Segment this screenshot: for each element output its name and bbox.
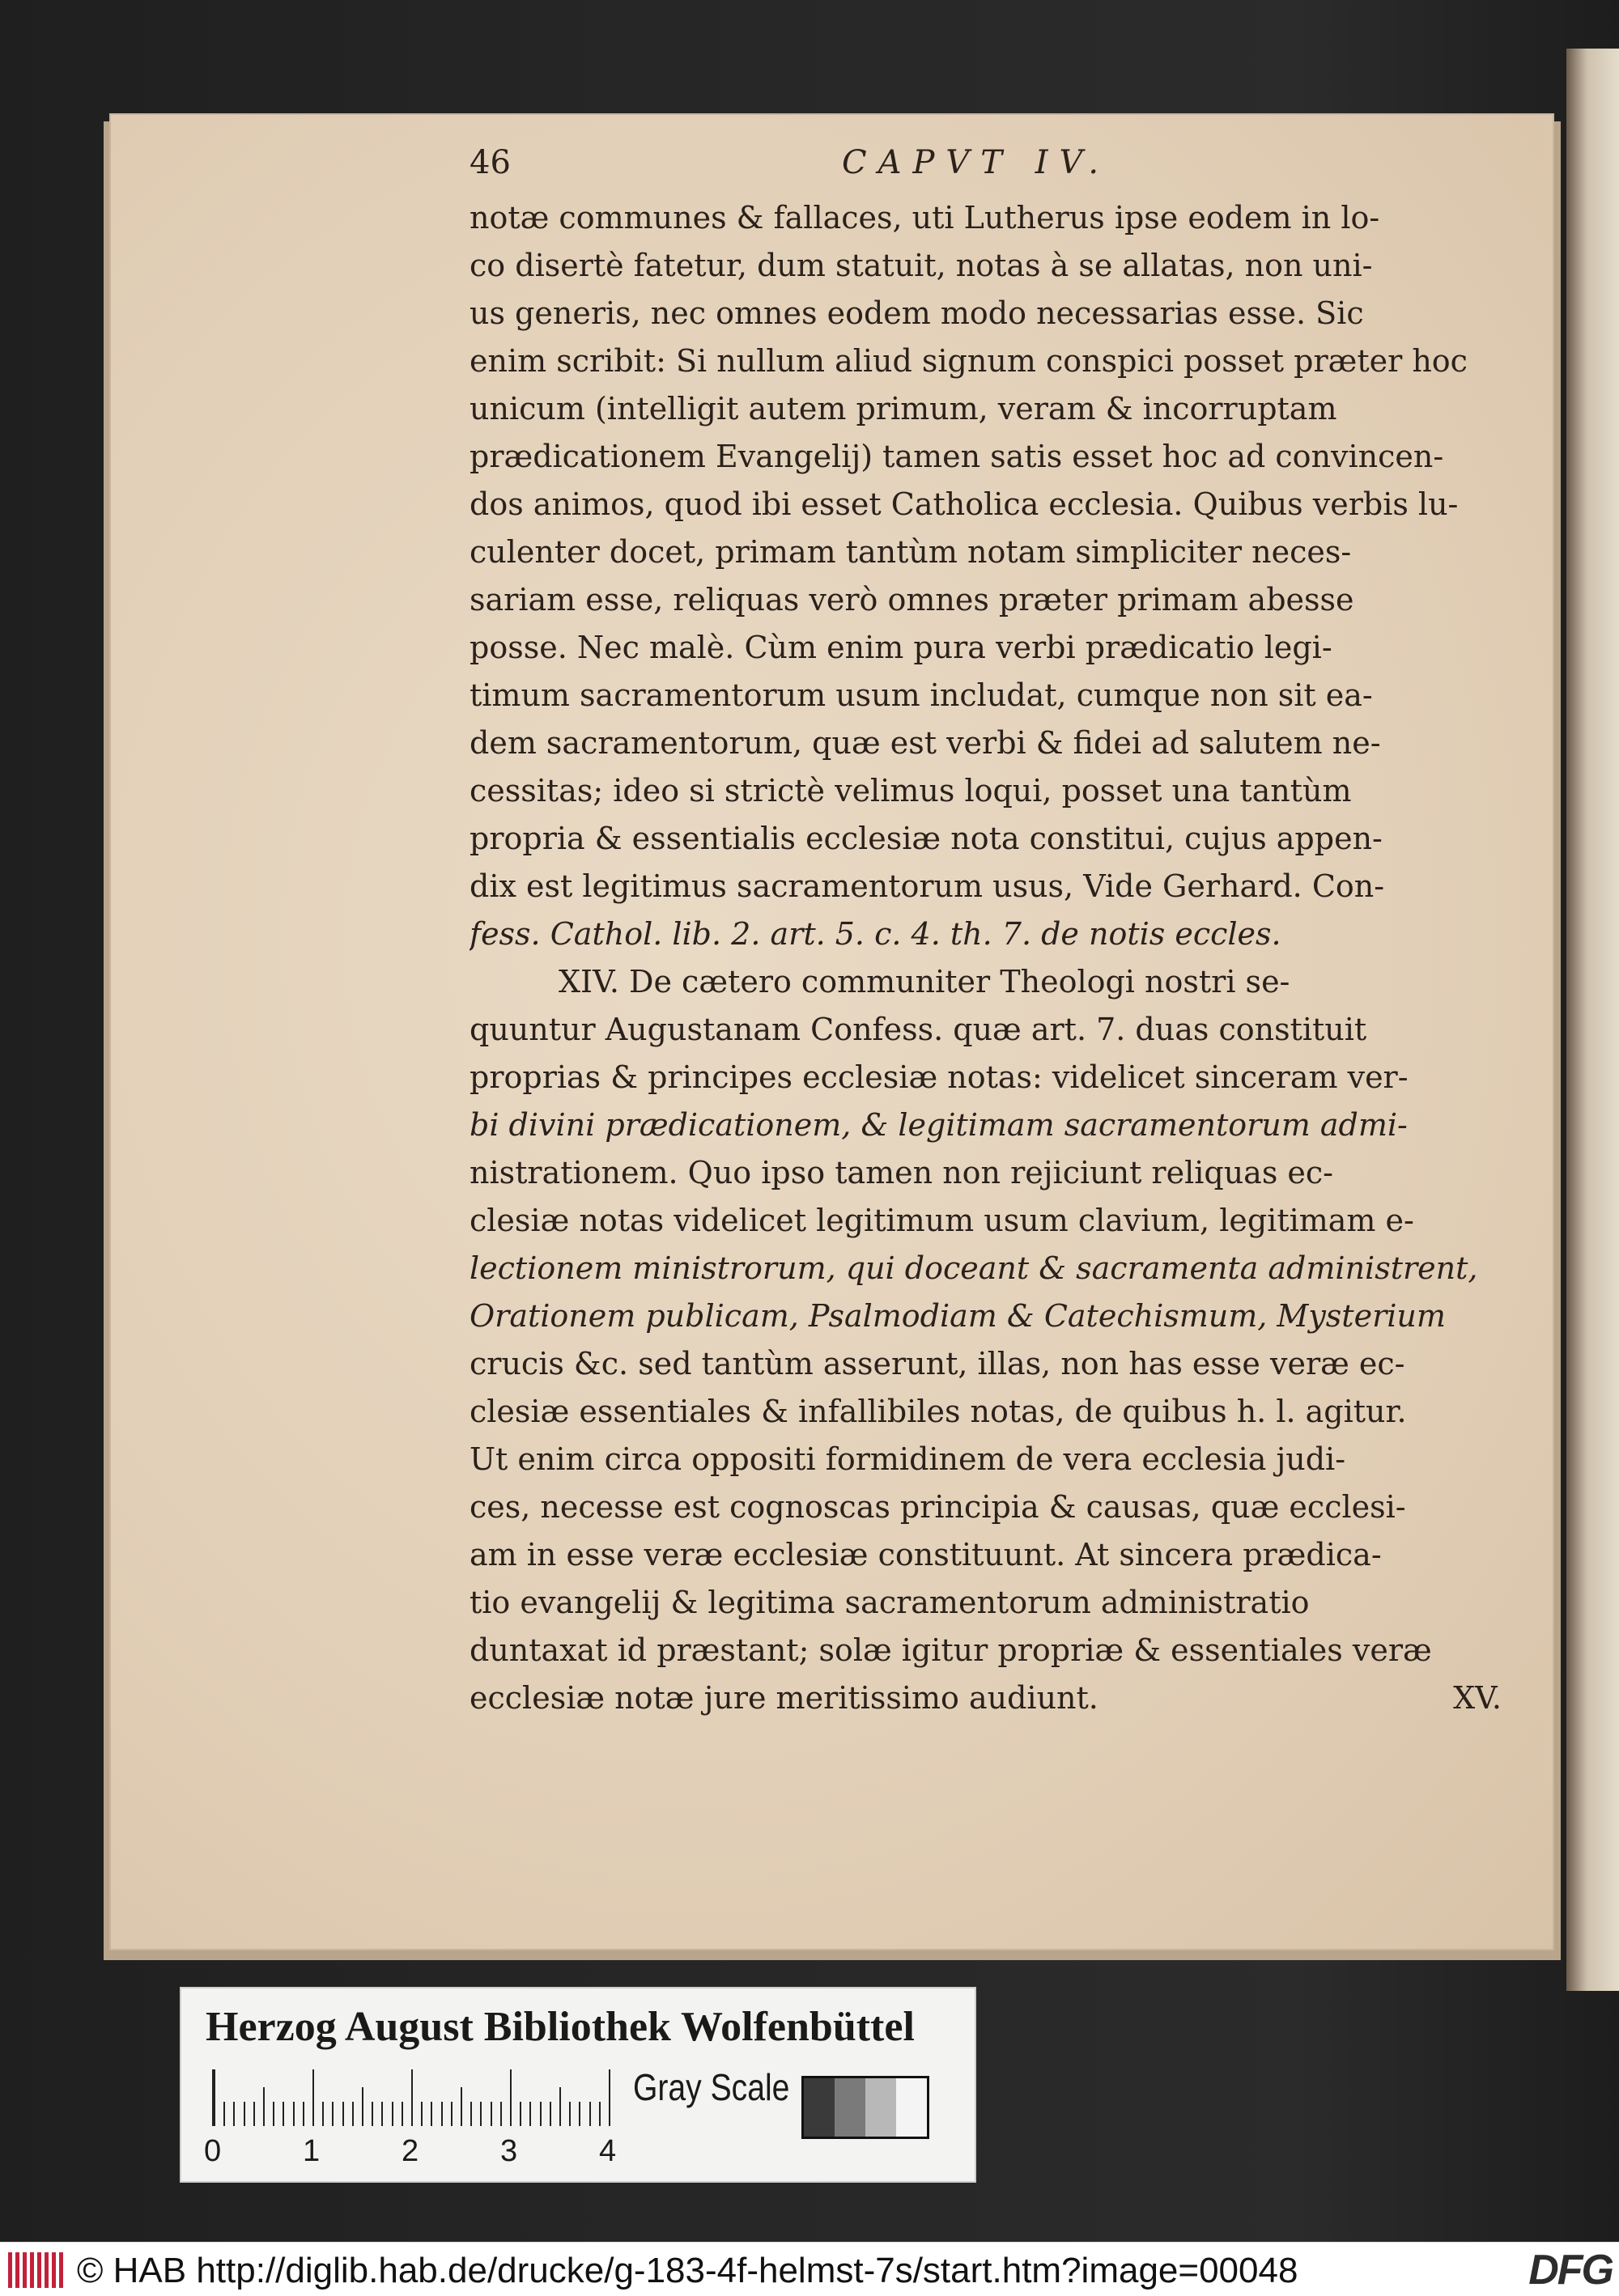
text-line: lectionem ministrorum, qui doceant & sacramenta administrent, (470, 1250, 1478, 1286)
text-line: timum sacramentorum usum includat, cumque non sit ea- (470, 677, 1373, 713)
gray-swatch (835, 2078, 865, 2137)
text-line: culenter docet, primam tantùm notam simpliciter neces- (470, 534, 1352, 570)
ruler-tick (244, 2102, 245, 2126)
running-head (470, 144, 1214, 185)
adjacent-page-edge (1566, 49, 1619, 1991)
text-line: posse. Nec malè. Cùm enim pura verbi prædicatio legi- (470, 630, 1332, 665)
ruler-number: 1 (303, 2134, 321, 2168)
text-line: clesiæ essentiales & infallibiles notas, de quibus h. l. agitur. (470, 1394, 1407, 1429)
body-text (470, 194, 1502, 1722)
ruler-tick (372, 2102, 373, 2126)
ruler-tick (461, 2087, 462, 2126)
text-line: dos animos, quod ibi esset Catholica ecclesia. Quibus verbis lu- (470, 486, 1459, 522)
barcode-icon (8, 2252, 66, 2288)
ruler-tick (589, 2102, 591, 2126)
copyright-link[interactable]: © HAB http://diglib.hab.de/drucke/g-183-4f-helmst-7s/start.htm?image=00048 (77, 2251, 1298, 2290)
ruler-tick (402, 2102, 403, 2126)
text-line: bi divini prædicationem, & legitimam sacramentorum admi- (470, 1107, 1408, 1143)
ruler-tick (569, 2102, 571, 2126)
last-text-line (470, 1674, 1502, 1722)
ruler-tick (411, 2069, 413, 2126)
ruler-tick (283, 2102, 284, 2126)
text-line: fess. Cathol. lib. 2. art. 5. c. 4. th. 7. de notis eccles. (470, 916, 1281, 952)
ruler-tick (421, 2102, 423, 2126)
ruler-tick (293, 2102, 295, 2126)
ruler-tick (520, 2102, 521, 2126)
ruler-number: 2 (402, 2134, 419, 2168)
text-line: enim scribit: Si nullum aliud signum conspici posset præter hoc (470, 343, 1468, 379)
gray-swatch (865, 2078, 896, 2137)
chapter-heading: CAPVT IV. (842, 144, 1111, 181)
ruler-tick (253, 2102, 255, 2126)
ruler-tick (322, 2102, 324, 2126)
text-line: cessitas; ideo si strictè velimus loqui, posset una tantùm (470, 773, 1352, 808)
ruler-tick (491, 2102, 492, 2126)
text-line: propria & essentialis ecclesiæ nota constitui, cujus appen- (470, 821, 1383, 856)
library-name: Herzog August Bibliothek Wolfenbüttel (206, 2004, 915, 2050)
ruler-tick (312, 2069, 314, 2126)
ruler-tick (263, 2087, 265, 2126)
text-line: ecclesiæ notæ jure meritissimo audiunt. (470, 1680, 1098, 1716)
ruler-tick (550, 2102, 551, 2126)
ruler-tick (540, 2102, 542, 2126)
gray-scale-label: Gray Scale (633, 2066, 790, 2108)
ruler-number: 4 (599, 2134, 617, 2168)
text-line: dix est legitimus sacramentorum usus, Vide Gerhard. Con- (470, 868, 1385, 904)
ruler-tick (431, 2102, 432, 2126)
ruler-number: 3 (500, 2134, 518, 2168)
ruler-tick (579, 2102, 580, 2126)
ruler-tick (233, 2102, 235, 2126)
footer-bar (0, 2242, 1619, 2296)
ruler-tick (529, 2102, 531, 2126)
text-line: ces, necesse est cognoscas principia & causas, quæ ecclesi- (470, 1489, 1406, 1525)
ruler-tick (510, 2069, 512, 2126)
text-line: Orationem publicam, Psalmodiam & Catechismum, Mysterium (470, 1298, 1446, 1334)
text-line: tio evangelij & legitima sacramentorum administratio (470, 1585, 1310, 1620)
ruler-tick (609, 2069, 610, 2126)
ruler-tick (480, 2102, 482, 2126)
text-line: sariam esse, reliquas verò omnes præter primam abesse (470, 582, 1354, 618)
ruler-tick (451, 2102, 453, 2126)
ruler-tick (559, 2087, 561, 2126)
text-line: notæ communes & fallaces, uti Lutherus ipse eodem in lo- (470, 200, 1380, 236)
text-line: co disertè fatetur, dum statuit, notas à se allatas, non uni- (470, 248, 1373, 283)
gray-swatch (804, 2078, 835, 2137)
gray-scale-swatches (801, 2076, 929, 2139)
catchword: XV. (1453, 1680, 1502, 1716)
ruler-number: 0 (204, 2134, 222, 2168)
text-line: dem sacramentorum, quæ est verbi & fidei ad salutem ne- (470, 725, 1381, 761)
gray-swatch (896, 2078, 927, 2137)
text-line: prædicationem Evangelij) tamen satis esset hoc ad convincen- (470, 439, 1444, 474)
ruler-tick (223, 2102, 225, 2126)
text-line: duntaxat id præstant; solæ igitur propriæ & essentiales veræ (470, 1632, 1432, 1668)
text-line: proprias & principes ecclesiæ notas: videlicet sinceram ver- (470, 1059, 1409, 1095)
ruler-tick (500, 2102, 502, 2126)
text-line: quuntur Augustanam Confess. quæ art. 7. duas constituit (470, 1012, 1367, 1047)
page-number: 46 (470, 144, 511, 181)
ruler-tick (332, 2102, 334, 2126)
ruler-tick (381, 2102, 383, 2126)
ruler-tick (392, 2102, 393, 2126)
ruler-tick (342, 2102, 344, 2126)
ruler-tick (441, 2102, 443, 2126)
ruler-tick (599, 2102, 601, 2126)
section-start-line: XIV. De cætero communiter Theologi nostri se- (559, 964, 1290, 999)
text-line: Ut enim circa oppositi formidinem de vera ecclesia judi- (470, 1441, 1346, 1477)
text-line: nistrationem. Quo ipso tamen non rejiciunt reliquas ec- (470, 1155, 1334, 1190)
text-line: us generis, nec omnes eodem modo necessarias esse. Sic (470, 295, 1364, 331)
ruler-tick (470, 2102, 472, 2126)
ruler-tick (303, 2102, 304, 2126)
color-scale-card (180, 1987, 976, 2183)
ruler-tick (362, 2087, 363, 2126)
text-line: unicum (intelligit autem primum, veram & incorruptam (470, 391, 1337, 427)
ruler-tick (352, 2102, 354, 2126)
text-line: am in esse veræ ecclesiæ constituunt. At sincera prædica- (470, 1537, 1382, 1572)
ruler-tick (273, 2102, 274, 2126)
text-line: crucis &c. sed tantùm asserunt, illas, non has esse veræ ec- (470, 1346, 1405, 1381)
ruler-tick (214, 2069, 215, 2126)
text-line: clesiæ notas videlicet legitimum usum clavium, legitimam e- (470, 1203, 1414, 1238)
dfg-logo: DFG (1528, 2247, 1613, 2294)
